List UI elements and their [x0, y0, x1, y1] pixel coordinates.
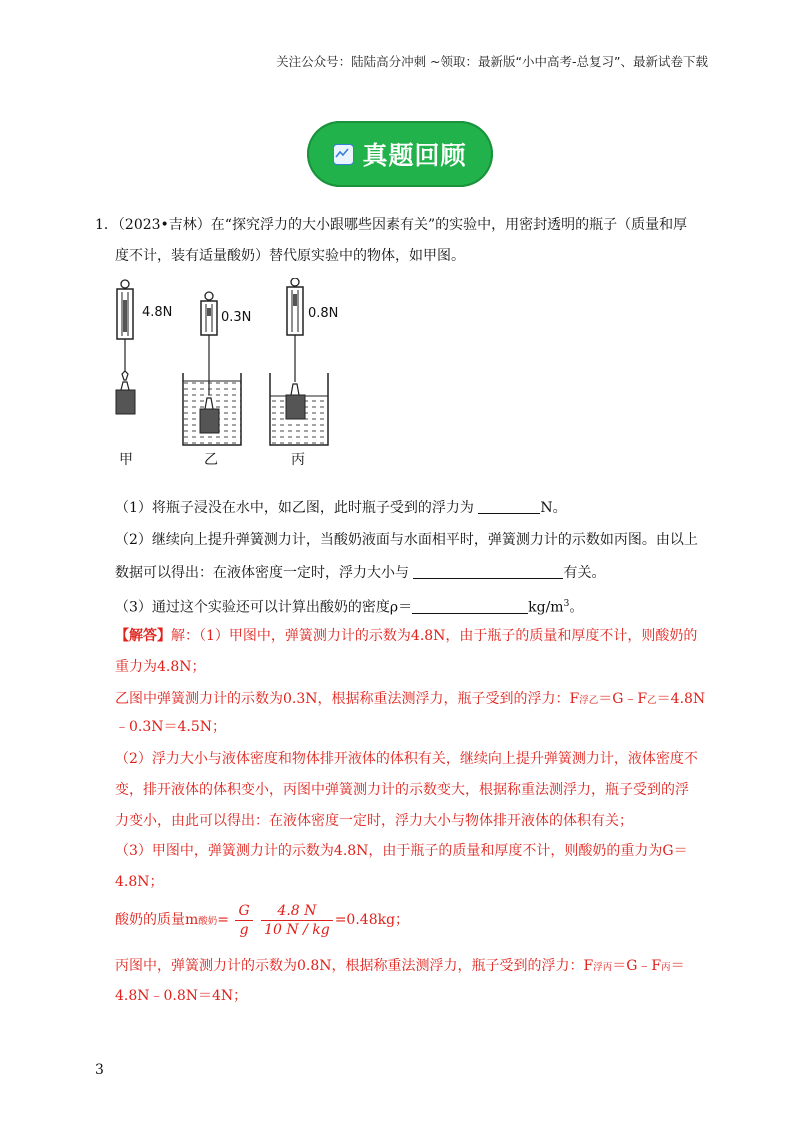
reading-yi: 0.3N [221, 310, 252, 325]
answer-line-5: （2）浮力大小与液体密度和物体排开液体的体积有关，继续向上提升弹簧测力计，液体密度不 [115, 751, 698, 767]
answer-line-11: 丙图中，弹簧测力计的示数为0.8N，根据称重法测浮力，瓶子受到的浮力：F浮丙＝G﹣F丙＝ [115, 958, 685, 974]
question-part-1: （1）将瓶子浸没在水中，如乙图，此时瓶子受到的浮力为 N。 [115, 500, 567, 516]
answer-line-12: 4.8N﹣0.8N＝4N； [115, 988, 248, 1004]
answer-line-1: 【解答】解：（1）甲图中，弹簧测力计的示数为4.8N，由于瓶子的质量和厚度不计，则酸奶的 [115, 628, 698, 644]
page-header: 关注公众号：陆陆高分冲刺 ~领取：最新版“小中高考-总复习”、最新试卷下载 [276, 54, 708, 69]
section-badge [307, 121, 493, 187]
answer-line-8: （3）甲图中，弹簧测力计的示数为4.8N，由于瓶子的质量和厚度不计，则酸奶的重力为G＝ [115, 843, 688, 859]
section-badge-label: 真题回顾 [362, 141, 467, 170]
fraction-g-over-g: $\frac{G}{g}$ [235, 902, 252, 939]
label-jia: 甲 [119, 452, 133, 468]
question-part-2-line2: 数据可以得出：在液体密度一定时，浮力大小与 有关。 [115, 565, 606, 581]
answer-line-7: 力变小，由此可以得出：在液体密度一定时，浮力大小与物体排开液体的体积有关； [115, 813, 633, 829]
answer-line-6: 变，排开液体的体积变小，丙图中弹簧测力计的示数变大，根据称重法测浮力，瓶子受到的浮 [115, 782, 689, 798]
chart-icon [333, 144, 354, 165]
answer-line-2: 重力为4.8N； [115, 659, 206, 675]
fraction-value: $\frac{4.8 N}{10 N / kg}$ [261, 902, 333, 939]
experiment-figure [95, 278, 365, 473]
question-part-3: （3）通过这个实验还可以计算出酸奶的密度$\rho= kg/m^3$。 [115, 599, 584, 616]
question-line-1: 1．（2023•吉林）在“探究浮力的大小跟哪些因素有关”的实验中，用密封透明的瓶子（质量和厚 [95, 217, 688, 233]
answer-blank-2[interactable] [413, 564, 563, 579]
page-number: 3 [95, 1062, 104, 1078]
label-bing: 丙 [291, 452, 305, 468]
answer-blank-3[interactable] [412, 599, 528, 614]
answer-blank-1[interactable] [478, 499, 540, 514]
question-line-2: 度不计，装有适量酸奶）替代原实验中的物体，如甲图。 [115, 248, 465, 264]
answer-line-10: 酸奶的质量m酸奶= $\frac{G}{g}$ $\frac{4.8 N}{10 N / kg}$ =0.48kg； [115, 902, 410, 938]
spring-scale-bing [270, 278, 328, 445]
reading-bing: 0.8N [308, 306, 339, 321]
answer-line-4: ﹣0.3N＝4.5N； [115, 719, 227, 735]
answer-tag: 【解答】 [115, 628, 171, 644]
reading-jia: 4.8N [142, 305, 173, 320]
label-yi: 乙 [204, 452, 218, 468]
question-part-2-line1: （2）继续向上提升弹簧测力计，当酸奶液面与水面相平时，弹簧测力计的示数如丙图。由以上 [115, 532, 698, 548]
spring-scale-jia [116, 280, 135, 414]
answer-line-3: 乙图中弹簧测力计的示数为0.3N，根据称重法测浮力，瓶子受到的浮力：F浮乙＝G﹣F乙＝4.8N [115, 691, 706, 707]
answer-line-9: 4.8N； [115, 874, 164, 890]
